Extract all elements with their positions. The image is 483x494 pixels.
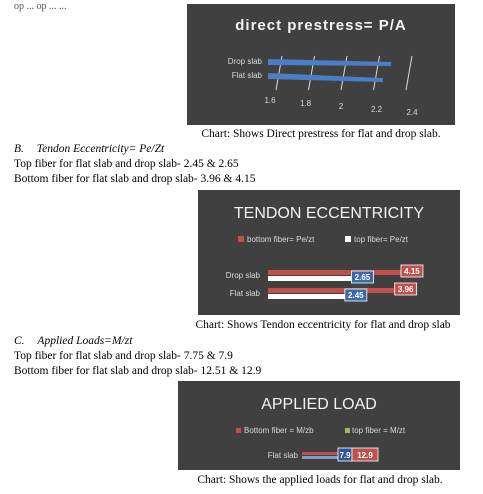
section-b-line1: Top fiber for flat slab and drop slab- 2.45 & 2.65 (14, 158, 239, 170)
section-c-line1: Top fiber for flat slab and drop slab- 7.75 & 7.9 (14, 350, 233, 362)
chart1-gridline (374, 56, 380, 90)
section-b-title: Tendon Eccentricity= Pe/Zt (36, 143, 165, 155)
section-c-heading (14, 335, 132, 348)
chart-applied-load-svg (178, 381, 460, 470)
chart-direct-prestress-svg (187, 4, 455, 125)
chart1-title: direct prestress= P/A (235, 17, 407, 34)
chart2-data-label-top: 2.45 (348, 291, 364, 300)
section-c-title: Applied Loads=M/zt (37, 335, 133, 347)
chart2-data-label-bottom: 3.96 (397, 285, 414, 294)
section-c-number: C. (14, 335, 25, 347)
chart-tendon-eccentricity (198, 190, 460, 315)
chart1-tick-label: 2.2 (370, 105, 383, 114)
section-b-line2: Bottom fiber for flat slab and drop slab- 3.96 & 4.15 (14, 173, 256, 185)
chart1-gridline (406, 56, 412, 90)
chart1-tick-label: 1.8 (299, 99, 312, 108)
chart2-data-label-bottom: 4.15 (404, 267, 420, 276)
chart2-category-label: Flat slab (229, 289, 260, 298)
chart1-tick-label: 2.4 (406, 108, 418, 117)
chart2-title: TENDON ECCENTRICITY (233, 205, 425, 222)
chart2-legend-swatch-top (345, 236, 351, 242)
chart3-legend-swatch-bottom (236, 428, 241, 433)
chart3-data-label-top: 7.9 (339, 451, 351, 460)
section-b-heading (14, 143, 164, 156)
chart2-legend-bottom: bottom fiber= Pe/zt (247, 235, 315, 244)
chart2-legend-swatch-bottom (238, 236, 244, 242)
chart3-legend-bottom: Bottom fiber = M/zb (244, 426, 314, 435)
chart1-caption: Chart: Shows Direct prestress for flat and drop slab. (201, 128, 441, 140)
chart1-bar (268, 73, 383, 82)
chart1-category-label: Drop slab (227, 57, 262, 66)
chart2-bar-bottom (268, 270, 405, 275)
chart-tendon-eccentricity-svg (198, 190, 460, 315)
chart3-category-label: Flat slab (267, 451, 298, 460)
chart3-title: APPLIED LOAD (261, 396, 377, 413)
chart3-caption: Chart: Shows the applied loads for flat and drop slab. (197, 474, 443, 486)
chart2-caption: Chart: Shows Tendon eccentricity for flat and drop slab (195, 319, 451, 331)
chart2-bar-top (268, 294, 349, 299)
chart-direct-prestress (187, 4, 455, 125)
chart1-tick-label: 1.6 (264, 96, 276, 105)
top-text-fragment: op ... op ... ... (14, 1, 67, 12)
chart2-data-label-top: 2.65 (354, 273, 371, 282)
chart1-bar (268, 59, 391, 66)
chart2-bar-top (268, 276, 355, 281)
chart1-tick-label: 2 (338, 102, 344, 111)
chart3-legend-swatch-top (345, 428, 350, 433)
section-c-line2: Bottom fiber for flat slab and drop slab- 12.51 & 12.9 (14, 365, 262, 377)
chart2-category-label: Drop slab (225, 271, 260, 280)
section-b-number: B. (14, 143, 24, 155)
chart3-legend-top: top fiber = M/zt (352, 426, 406, 435)
chart-applied-load (178, 381, 460, 470)
chart1-category-label: Flat slab (231, 71, 262, 80)
chart3-data-label-bottom: 12.9 (357, 451, 373, 460)
chart2-bar-bottom (268, 288, 399, 293)
chart2-legend-top: top fiber= Pe/zt (354, 235, 409, 244)
